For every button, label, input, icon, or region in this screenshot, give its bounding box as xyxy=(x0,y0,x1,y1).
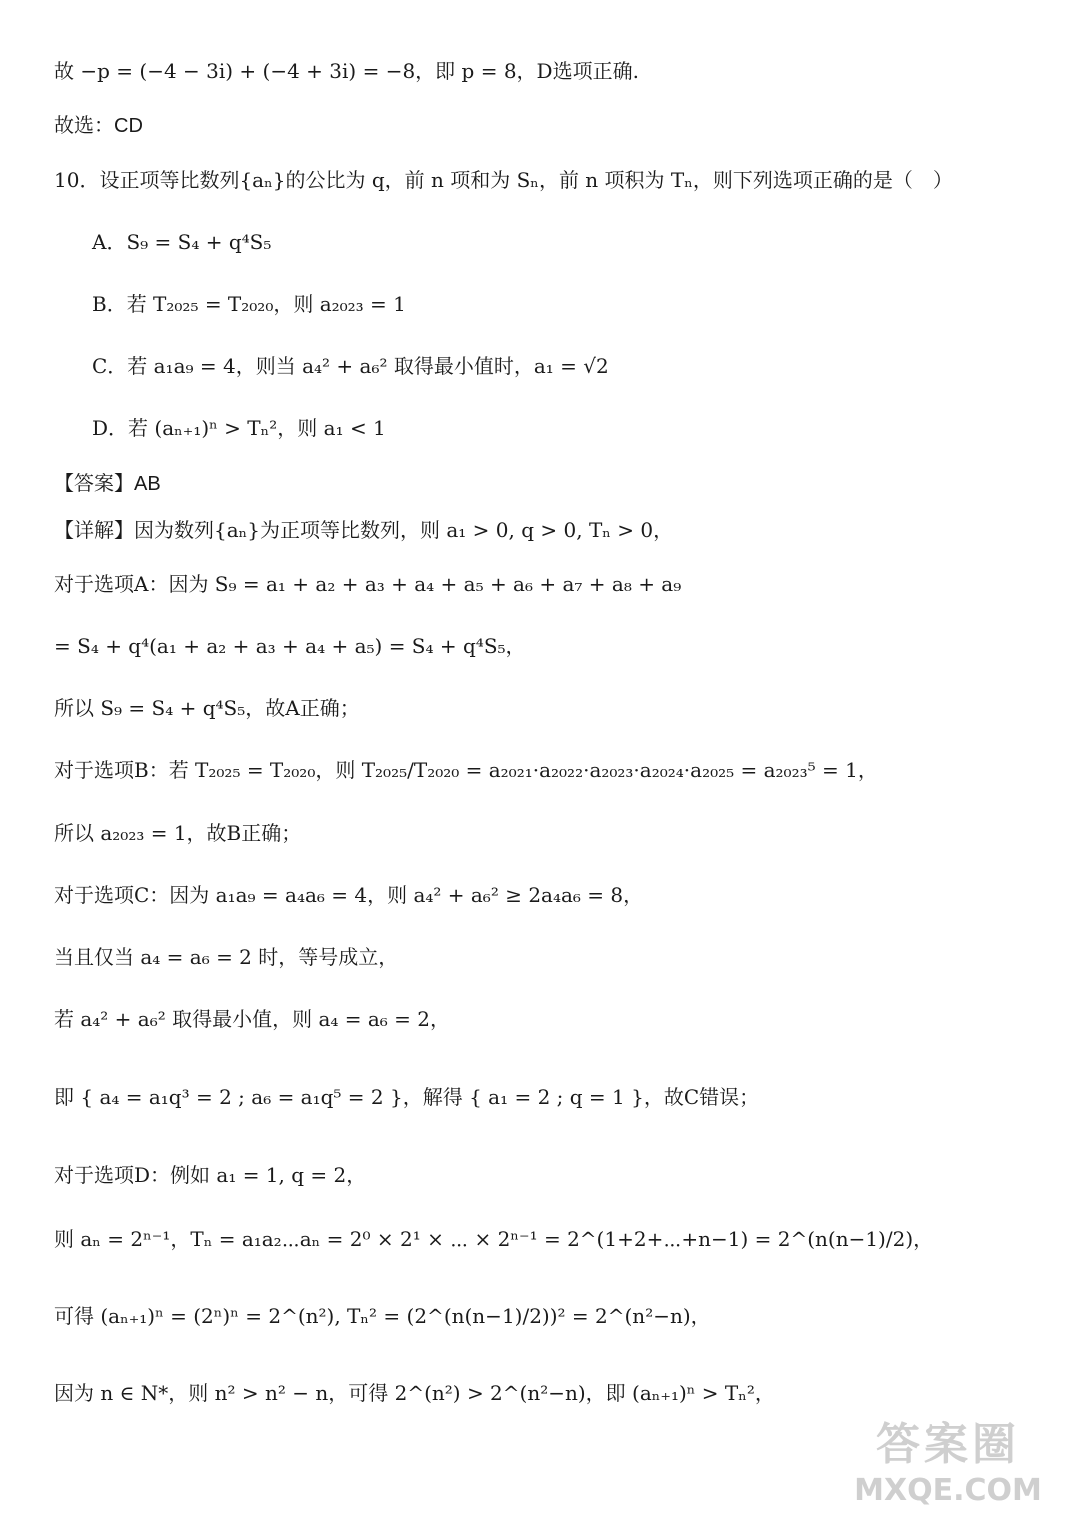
text-line: = S₄ + q⁴(a₁ + a₂ + a₃ + a₄ + a₅) = S₄ + q⁴S₅， xyxy=(54,634,526,658)
text-line: 当且仅当 a₄ = a₆ = 2 时，等号成立， xyxy=(54,945,399,969)
text-line: 对于选项D：例如 a₁ = 1, q = 2， xyxy=(54,1163,367,1187)
text-line: 对于选项A：因为 S₉ = a₁ + a₂ + a₃ + a₄ + a₅ + a₆ + a₇ + a₈ + a₉ xyxy=(54,572,682,596)
watermark-bottom: MXQE.COM xyxy=(854,1473,1042,1508)
text-line: 对于选项C：因为 a₁a₉ = a₄a₆ = 4，则 a₄² + a₆² ≥ 2a₄a₆ = 8， xyxy=(54,883,644,907)
text-line: 即 { a₄ = a₁q³ = 2 ; a₆ = a₁q⁵ = 2 }，解得 { a₁ = 2 ; q = 1 }，故C错误； xyxy=(54,1085,760,1109)
answer-line: 【答案】AB xyxy=(54,473,161,495)
text-line: 故 −p = (−4 − 3i) + (−4 + 3i) = −8，即 p = 8，D选项正确. xyxy=(54,59,639,83)
text-line: 所以 a₂₀₂₃ = 1，故B正确； xyxy=(54,821,302,845)
watermark-top: 答案圈 xyxy=(876,1419,1020,1470)
watermark-logo xyxy=(838,1417,1058,1517)
text-line: 若 a₄² + a₆² 取得最小值，则 a₄ = a₆ = 2， xyxy=(54,1007,451,1031)
question-title: 10．设正项等比数列{aₙ}的公比为 q，前 n 项和为 Sₙ，前 n 项积为 Tₙ，则下列选项正确的是（ ） xyxy=(54,168,953,192)
text-line: 因为 n ∈ N*，则 n² > n² − n，可得 2^(n²) > 2^(n²−n)，即 (aₙ₊₁)ⁿ > Tₙ²， xyxy=(54,1381,775,1405)
option-a: A．S₉ = S₄ + q⁴S₅ xyxy=(92,230,272,254)
text-line: 故选：CD xyxy=(54,115,143,137)
text-line: 则 aₙ = 2ⁿ⁻¹，Tₙ = a₁a₂⋯aₙ = 2⁰ × 2¹ × ⋯ × 2ⁿ⁻¹ = 2^(1+2+⋯+n−1) = 2^(n(n−1)/2)， xyxy=(54,1227,934,1251)
text-line: 所以 S₉ = S₄ + q⁴S₅，故A正确； xyxy=(54,696,360,720)
text-line: 【详解】因为数列{aₙ}为正项等比数列，则 a₁ > 0, q > 0, Tₙ > 0， xyxy=(54,518,674,542)
option-d: D．若 (aₙ₊₁)ⁿ > Tₙ²，则 a₁ < 1 xyxy=(92,416,386,440)
text-line: 对于选项B：若 T₂₀₂₅ = T₂₀₂₀，则 T₂₀₂₅/T₂₀₂₀ = a₂₀₂₁·a₂₀₂₂·a₂₀₂₃·a₂₀₂₄·a₂₀₂₅ = a₂₀₂₃⁵ = 1， xyxy=(54,758,878,782)
option-b: B．若 T₂₀₂₅ = T₂₀₂₀，则 a₂₀₂₃ = 1 xyxy=(92,292,406,316)
text-line: 可得 (aₙ₊₁)ⁿ = (2ⁿ)ⁿ = 2^(n²), Tₙ² = (2^(n(n−1)/2))² = 2^(n²−n)， xyxy=(54,1304,711,1328)
option-c: C．若 a₁a₉ = 4，则当 a₄² + a₆² 取得最小值时，a₁ = √2 xyxy=(92,354,609,378)
